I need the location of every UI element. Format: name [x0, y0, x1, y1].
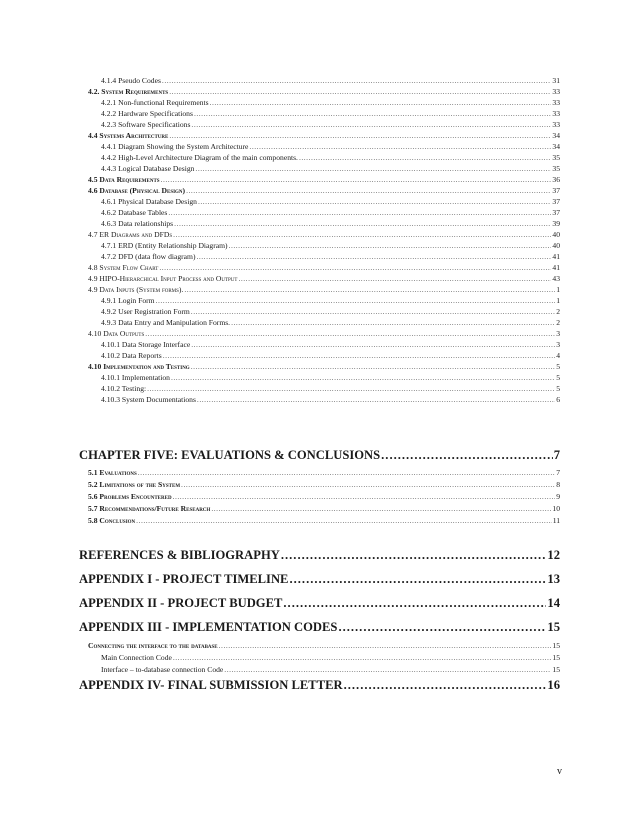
page-number: v [557, 766, 562, 777]
toc-entry-label: 4.7.2 DFD (data flow diagram) [101, 252, 196, 261]
toc-leader-dots [181, 479, 555, 490]
toc-entry-page: 15 [552, 665, 560, 674]
toc-entry[interactable] [101, 306, 560, 317]
toc-entry-page: 3 [556, 329, 560, 338]
toc-entry-label: 4.7.1 ERD (Entity Relationship Diagram) [101, 241, 228, 250]
toc-leader-dots [229, 240, 552, 251]
toc-entry-label: 4.2.1 Non-functional Requirements [101, 98, 209, 107]
toc-leader-dots [173, 229, 551, 240]
toc-leader-dots [249, 141, 551, 152]
toc-leader-dots [381, 447, 553, 463]
toc-entry-page: 12 [547, 548, 560, 562]
toc-leader-dots [191, 119, 551, 130]
toc-entry[interactable] [101, 295, 560, 306]
toc-entry[interactable] [101, 207, 560, 218]
toc-leader-dots [174, 218, 551, 229]
toc-leader-dots [211, 503, 551, 514]
toc-entry-page: 2 [556, 307, 560, 316]
toc-entry[interactable] [88, 515, 560, 526]
toc-leader-dots [281, 547, 547, 563]
toc-leader-dots [195, 163, 551, 174]
toc-entry[interactable] [88, 229, 560, 240]
toc-entry-label: 5.2 Limitations of the System [88, 480, 181, 489]
toc-entry[interactable] [101, 383, 560, 394]
toc-leader-dots [186, 185, 551, 196]
toc-entry-page: 41 [552, 252, 560, 261]
toc-chapter-entry[interactable] [79, 595, 560, 611]
toc-entry-page: 34 [552, 131, 560, 140]
toc-entry[interactable] [88, 467, 560, 478]
toc-leader-dots [145, 328, 555, 339]
toc-entry[interactable] [88, 86, 560, 97]
toc-entry-label: 4.9.3 Data Entry and Manipulation Forms. [101, 318, 231, 327]
toc-entry-page: 6 [556, 395, 560, 404]
toc-entry-label: 4.9.2 User Registration Form [101, 307, 190, 316]
toc-entry-page: 39 [552, 219, 560, 228]
toc-entry-page: 15 [552, 653, 560, 662]
toc-leader-dots [196, 251, 551, 262]
toc-leader-dots [191, 339, 555, 350]
toc-entry-page: 5 [556, 362, 560, 371]
toc-entry-label: 4.10 Implementation and Testing [88, 362, 190, 371]
toc-entry-page: 13 [547, 572, 560, 586]
toc-entry-label: 5.7 Recommendations/Future Research [88, 504, 211, 513]
toc-chapter-entry[interactable] [79, 619, 560, 635]
toc-entry[interactable] [101, 339, 560, 350]
toc-entry[interactable] [101, 664, 560, 675]
toc-entry-page: 7 [553, 448, 560, 462]
toc-entry-page: 33 [552, 98, 560, 107]
toc-entry[interactable] [101, 97, 560, 108]
toc-leader-dots [184, 284, 555, 295]
toc-entry-label: Interface – to-database connection Code [101, 665, 224, 674]
toc-entry-label: 5.8 Conclusion [88, 516, 136, 525]
toc-leader-dots [168, 207, 551, 218]
toc-entry[interactable] [101, 108, 560, 119]
toc-entry-label: 4.8 System Flow Chart [88, 263, 159, 272]
toc-entry-page: 35 [552, 164, 560, 173]
toc-entry[interactable] [101, 119, 560, 130]
toc-entry-label: 4.2.2 Hardware Specifications [101, 109, 193, 118]
toc-entry-label: 4.6.2 Database Tables [101, 208, 168, 217]
toc-entry-label: 4.10.1 Data Storage Interface [101, 340, 191, 349]
toc-entry-label: 4.10.1 Implementation [101, 373, 170, 382]
toc-entry[interactable] [88, 273, 560, 284]
toc-entry-page: 15 [547, 620, 560, 634]
toc-entry-page: 5 [556, 384, 560, 393]
toc-chapter-entry[interactable] [79, 571, 560, 587]
toc-entry-page: 33 [552, 109, 560, 118]
toc-entry[interactable] [101, 196, 560, 207]
toc-entry-page: 33 [552, 87, 560, 96]
toc-entry-page: 34 [552, 142, 560, 151]
toc-entry[interactable] [88, 130, 560, 141]
toc-entry[interactable] [88, 640, 560, 651]
toc-entry-label: 4.6.1 Physical Database Design [101, 197, 197, 206]
toc-entry-page: 3 [556, 340, 560, 349]
toc-entry-page: 1 [556, 296, 560, 305]
toc-leader-dots [191, 361, 556, 372]
toc-leader-dots [231, 317, 555, 328]
toc-entry-page: 11 [552, 516, 560, 525]
toc-entry[interactable] [101, 240, 560, 251]
toc-entry-page: 16 [547, 678, 560, 692]
toc-entry-page: 10 [552, 504, 560, 513]
toc-chapter-entry[interactable] [79, 677, 560, 693]
toc-entry-page: 40 [552, 241, 560, 250]
toc-entry-page: 9 [556, 492, 560, 501]
toc-entry[interactable] [88, 328, 560, 339]
toc-leader-dots [173, 652, 552, 663]
toc-entry-label: 4.4 Systems Architecture [88, 131, 169, 140]
toc-leader-dots [238, 273, 551, 284]
toc-entry-page: 4 [556, 351, 560, 360]
toc-leader-dots [138, 467, 555, 478]
toc-entry-label: APPENDIX IV- FINAL SUBMISSION LETTER [79, 678, 343, 692]
toc-entry-label: 5.1 Evaluations [88, 468, 137, 477]
toc-leader-dots [169, 130, 551, 141]
toc-entry[interactable] [101, 218, 560, 229]
toc-entry[interactable] [101, 652, 560, 663]
toc-entry[interactable] [101, 372, 560, 383]
toc-chapter-entry[interactable] [79, 447, 560, 463]
toc-entry-label: APPENDIX I - PROJECT TIMELINE [79, 572, 289, 586]
toc-leader-dots [162, 75, 551, 86]
toc-entry-label: 4.2. System Requirements [88, 87, 169, 96]
toc-entry-label: 4.4.3 Logical Database Design [101, 164, 195, 173]
toc-entry-label: 4.6 Database (Physical Design) [88, 186, 186, 195]
toc-entry[interactable] [101, 251, 560, 262]
toc-entry[interactable] [88, 479, 560, 490]
toc-entry[interactable] [101, 75, 560, 86]
toc-entry-label: 4.1.4 Pseudo Codes [101, 76, 161, 85]
toc-leader-dots [169, 86, 551, 97]
toc-leader-dots [159, 262, 551, 273]
toc-entry-page: 5 [556, 373, 560, 382]
toc-entry-page: 37 [552, 197, 560, 206]
toc-entry-label: 4.2.3 Software Specifications [101, 120, 191, 129]
toc-leader-dots [219, 640, 552, 651]
toc-entry-label: APPENDIX III - IMPLEMENTATION CODES [79, 620, 338, 634]
toc-entry-label: 4.10.2 Data Reports [101, 351, 162, 360]
toc-entry-label: 4.10.3 System Documentations [101, 395, 196, 404]
toc-entry-page: 15 [552, 641, 560, 650]
toc-entry-label: Main Connection Code [101, 653, 172, 662]
toc-leader-dots [156, 295, 556, 306]
toc-entry[interactable] [101, 394, 560, 405]
toc-entry-label: 4.6.3 Data relationships [101, 219, 174, 228]
toc-leader-dots [289, 571, 546, 587]
toc-entry[interactable] [88, 503, 560, 514]
toc-leader-dots [173, 491, 556, 502]
toc-leader-dots [283, 595, 546, 611]
toc-entry-page: 36 [552, 175, 560, 184]
toc-entry-label: 4.4.2 High-Level Architecture Diagram of the main components. [101, 153, 298, 162]
toc-entry-label: 5.6 Problems Encountered [88, 492, 172, 501]
toc-leader-dots [224, 664, 551, 675]
toc-entry-page: 40 [552, 230, 560, 239]
toc-leader-dots [161, 174, 552, 185]
toc-leader-dots [147, 383, 555, 394]
toc-entry-page: 33 [552, 120, 560, 129]
toc-entry[interactable] [88, 185, 560, 196]
toc-leader-dots [163, 350, 555, 361]
toc-entry-label: APPENDIX II - PROJECT BUDGET [79, 596, 283, 610]
toc-entry[interactable] [101, 152, 560, 163]
toc-entry-page: 1 [556, 285, 560, 294]
toc-entry-page: 37 [552, 208, 560, 217]
toc-leader-dots [191, 306, 555, 317]
toc-entry-label: 4.9.1 Login Form [101, 296, 155, 305]
toc-entry-page: 14 [547, 596, 560, 610]
toc-leader-dots [198, 196, 551, 207]
toc-entry-label: REFERENCES & BIBLIOGRAPHY [79, 548, 280, 562]
toc-entry-page: 43 [552, 274, 560, 283]
toc-entry-label: CHAPTER FIVE: EVALUATIONS & CONCLUSIONS [79, 448, 381, 462]
toc-entry-label: 4.10.2 Testing: [101, 384, 147, 393]
toc-entry[interactable] [101, 350, 560, 361]
toc-entry-page: 31 [552, 76, 560, 85]
toc-entry-page: 41 [552, 263, 560, 272]
toc-entry-label: 4.5 Data Requirements [88, 175, 160, 184]
toc-entry[interactable] [101, 163, 560, 174]
toc-entry[interactable] [88, 491, 560, 502]
toc-leader-dots [171, 372, 555, 383]
toc-entry[interactable] [101, 317, 560, 328]
toc-entry[interactable] [101, 141, 560, 152]
toc-leader-dots [210, 97, 552, 108]
toc-entry-label: Connecting the interface to the database [88, 641, 218, 650]
toc-entry-page: 35 [552, 153, 560, 162]
toc-entry[interactable] [88, 174, 560, 185]
toc-entry-label: 4.9 Data Inputs (System forms). [88, 285, 184, 294]
toc-entry[interactable] [88, 284, 560, 295]
toc-leader-dots [299, 152, 551, 163]
toc-leader-dots [197, 394, 555, 405]
toc-entry-label: 4.10 Data Outputs [88, 329, 145, 338]
toc-entry[interactable] [88, 262, 560, 273]
toc-leader-dots [344, 677, 547, 693]
toc-entry-label: 4.7 ER Diagrams and DFDs [88, 230, 173, 239]
toc-leader-dots [194, 108, 551, 119]
toc-entry-page: 7 [556, 468, 560, 477]
toc-leader-dots [136, 515, 552, 526]
toc-entry-page: 8 [556, 480, 560, 489]
toc-entry-label: 4.9 HIPO-Hierarchical Input Process and Output [88, 274, 238, 283]
toc-chapter-entry[interactable] [79, 547, 560, 563]
toc-entry[interactable] [88, 361, 560, 372]
toc-leader-dots [338, 619, 546, 635]
toc-entry-label: 4.4.1 Diagram Showing the System Architecture [101, 142, 249, 151]
toc-entry-page: 2 [556, 318, 560, 327]
toc-entry-page: 37 [552, 186, 560, 195]
